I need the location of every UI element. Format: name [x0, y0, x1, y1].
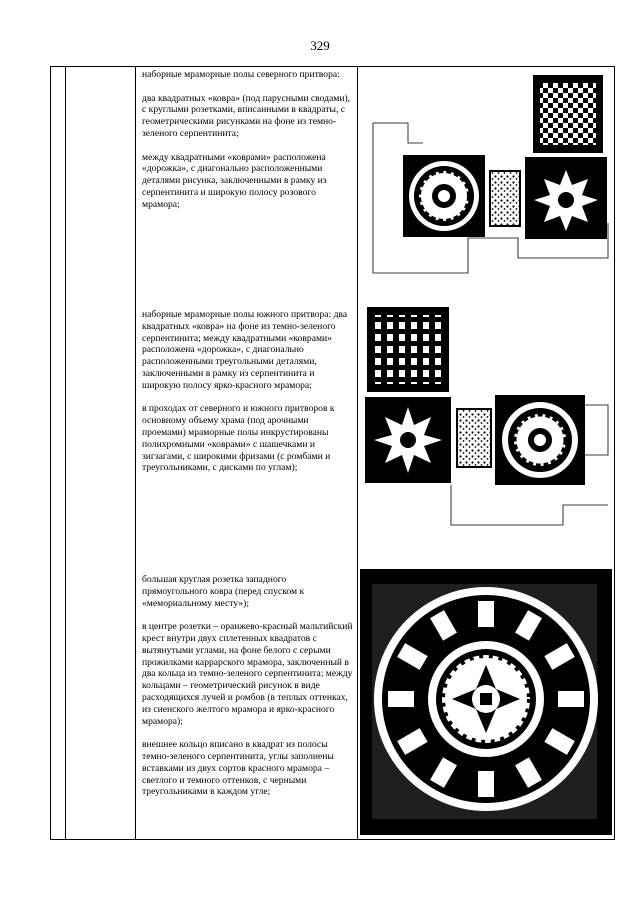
image-column [358, 67, 615, 840]
section-north-text [136, 67, 357, 222]
south-narthex-floor-plan [363, 305, 613, 530]
section-west-text [136, 572, 357, 810]
index-column [51, 67, 66, 840]
description-column [136, 67, 358, 840]
page-number: 329 [310, 38, 330, 53]
paragraph: между квадратными «коврами» расположена «дорожка», с диагонально расположенными деталями рисунка, заключенными в рамку из серпентинита и широкую полосу розового мрамора; [142, 151, 327, 210]
paragraph: два квадратных «ковра» (под парусными сводами), с круглыми розетками, вписанными в квадраты, с геометрическими рисунками на фоне из темно-зеленого серпентинита; [142, 92, 351, 139]
paragraph: большая круглая розетка западного прямоугольного ковра (перед спуском к «мемориальному месту»); [142, 574, 305, 609]
paragraph: наборные мраморные полы южного притвора: два квадратных «ковра» на фоне из темно-зеленого серпентинита; между квадратными «коврами» расположена «дорожка», с диагонально расположенными треугольными деталями, заключенными в рамку из серпентинита и широкую полосу ярко-красного мрамора; [142, 309, 348, 391]
paragraph: наборные мраморные полы северного притвора: [142, 69, 340, 80]
paragraph: внешнее кольцо вписано в квадрат из полосы темно-зеленого серпентинита, углы заполнены вставками из двух сортов красного мрамора – светлого и темного оттенков, с черными треугольниками в каждом угле; [142, 739, 334, 798]
paragraph: в центре розетки – оранжево-красный мальтийский крест внутри двух сплетенных квадратов с вытянутыми углами, на фоне белого с серыми прожилками каррарского мрамора, заключенный в два кольца из темно-зеленого серпентинита; между кольцами – геометрический рисунок в виде расходящихся лучей и ромбов (в теплых оттенках, из сиенского желтого мрамора и ярко-красного мрамора); [142, 621, 353, 727]
west-carpet-rosette-photo [360, 569, 612, 835]
document-table [50, 66, 615, 840]
north-narthex-floor-plan [368, 73, 613, 283]
section-south-text [136, 307, 357, 486]
name-column [66, 67, 136, 840]
paragraph: в проходах от северного и южного притворов к основному объему храма (под арочными проемами) мраморные полы инкрустированы полихромными «коврами» с шашечками и зигзагами, с широкими фризами (с ромбами и треугольниками, с дисками по углам); [142, 403, 335, 474]
